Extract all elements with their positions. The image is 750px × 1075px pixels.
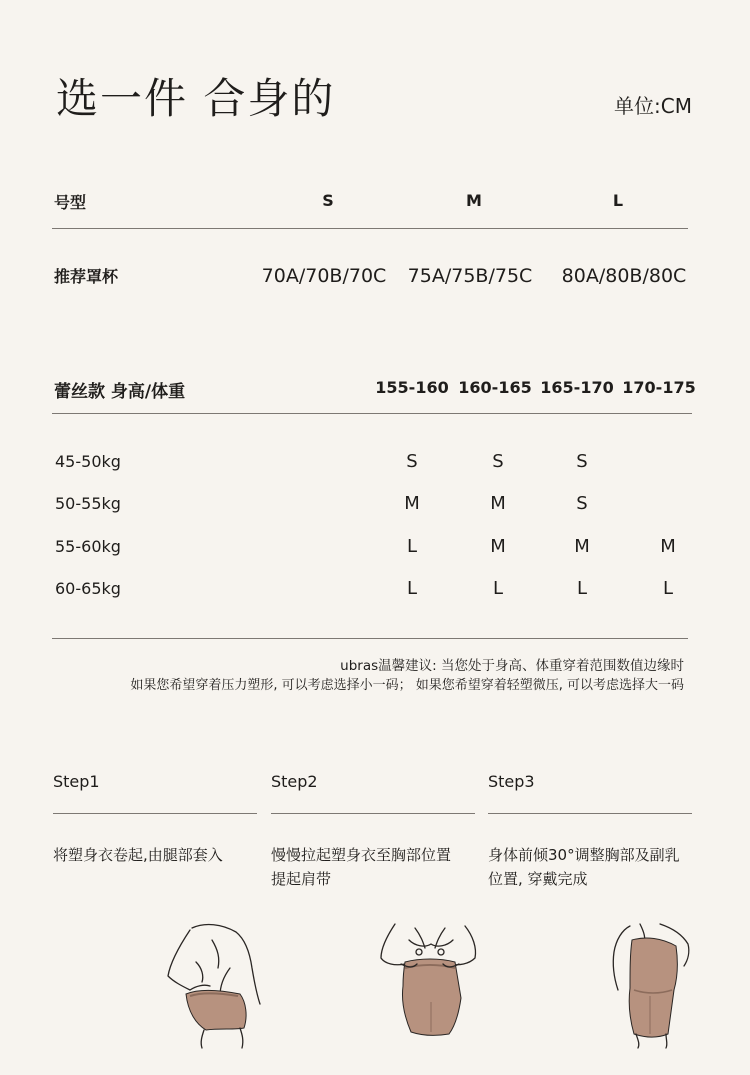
size-cell: S xyxy=(492,451,504,472)
size-cell: L xyxy=(576,578,588,599)
step2-divider xyxy=(271,813,475,814)
cup-value-s: 70A/70B/70C xyxy=(261,265,387,287)
size-cell: L xyxy=(492,578,504,599)
divider xyxy=(52,228,688,229)
fit-table-label: 蕾丝款 身高/体重 xyxy=(54,382,186,402)
size-cell: M xyxy=(490,493,506,514)
size-cell: L xyxy=(406,536,418,557)
page-title: 选一件 合身的 xyxy=(56,74,336,123)
weight-label: 55-60kg xyxy=(55,537,121,556)
step3-divider xyxy=(488,813,692,814)
size-label: 号型 xyxy=(54,193,87,212)
step2-illustration xyxy=(375,922,485,1052)
unit-label: 单位:CM xyxy=(614,94,692,118)
size-cell: S xyxy=(576,451,588,472)
size-cell: L xyxy=(406,578,418,599)
step3-illustration xyxy=(600,920,700,1050)
weight-label: 45-50kg xyxy=(55,452,121,471)
size-cell: M xyxy=(404,493,420,514)
cup-value-m: 75A/75B/75C xyxy=(407,265,533,287)
tip-line-2: 如果您希望穿着压力塑形, 可以考虑选择小一码； 如果您希望穿着轻塑微压, 可以考虑选择大一码 xyxy=(130,678,684,693)
height-header: 160-165 xyxy=(458,378,532,397)
step3-desc: 身体前倾30°调整胸部及副乳 位置, 穿戴完成 xyxy=(488,846,680,888)
step2-desc: 慢慢拉起塑身衣至胸部位置 提起肩带 xyxy=(271,846,452,888)
size-header-l: L xyxy=(612,191,624,210)
step3-title: Step3 xyxy=(488,772,535,791)
step1-divider xyxy=(53,813,257,814)
size-cell: M xyxy=(660,536,676,557)
step1-desc: 将塑身衣卷起,由腿部套入 xyxy=(53,846,223,864)
step1-illustration xyxy=(160,920,270,1050)
cup-label: 推荐罩杯 xyxy=(54,267,119,286)
size-cell: S xyxy=(576,493,588,514)
size-cell: L xyxy=(662,578,674,599)
size-header-m: M xyxy=(466,191,482,210)
divider xyxy=(52,413,692,414)
height-header: 165-170 xyxy=(540,378,614,397)
divider xyxy=(52,638,688,639)
step2-title: Step2 xyxy=(271,772,318,791)
size-cell: M xyxy=(490,536,506,557)
weight-label: 50-55kg xyxy=(55,494,121,513)
size-cell: M xyxy=(574,536,590,557)
cup-value-l: 80A/80B/80C xyxy=(561,265,687,287)
size-header-s: S xyxy=(322,191,334,210)
tip-line-1: ubras温馨建议: 当您处于身高、体重穿着范围数值边缘时 xyxy=(340,658,684,674)
height-header: 170-175 xyxy=(622,378,696,397)
height-header: 155-160 xyxy=(375,378,449,397)
step1-title: Step1 xyxy=(53,772,100,791)
weight-label: 60-65kg xyxy=(55,579,121,598)
size-cell: S xyxy=(406,451,418,472)
